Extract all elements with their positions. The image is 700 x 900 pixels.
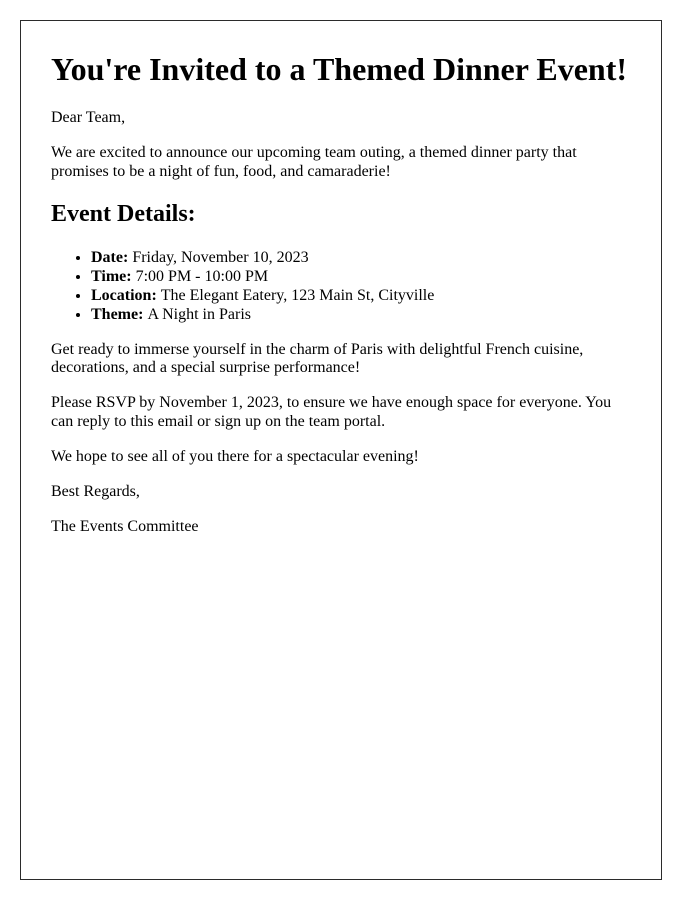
detail-label-date: Date: — [91, 249, 129, 267]
event-details-list — [51, 249, 631, 325]
detail-value-location: The Elegant Eatery, 123 Main St, Cityville — [160, 286, 435, 304]
detail-label-time: Time: — [91, 267, 132, 285]
invitation-card — [20, 20, 662, 880]
detail-value-date: Friday, November 10, 2023 — [132, 249, 309, 267]
detail-item-time — [91, 268, 631, 287]
page-title: You're Invited to a Themed Dinner Event! — [51, 51, 628, 87]
detail-value-time: 7:00 PM - 10:00 PM — [135, 267, 269, 285]
body-paragraph-rsvp: Please RSVP by November 1, 2023, to ensure we have enough space for everyone. You can reply to this email or sign up on the team portal. — [51, 394, 612, 431]
signature-text: The Events Committee — [51, 517, 199, 535]
detail-label-theme: Theme: — [91, 305, 144, 323]
greeting-text: Dear Team, — [51, 108, 126, 126]
body-paragraph-hope: We hope to see all of you there for a spectacular evening! — [51, 448, 419, 466]
detail-label-location: Location: — [91, 286, 157, 304]
closing-text: Best Regards, — [51, 482, 140, 500]
detail-item-theme — [91, 306, 631, 325]
intro-paragraph: We are excited to announce our upcoming team outing, a themed dinner party that promises to be a night of fun, food, and camaraderie! — [51, 143, 577, 180]
event-details-heading: Event Details: — [51, 201, 196, 228]
detail-item-date — [91, 249, 631, 268]
detail-value-theme: A Night in Paris — [147, 305, 251, 323]
body-paragraph-paris: Get ready to immerse yourself in the charm of Paris with delightful French cuisine, decorations, and a special surprise performance! — [51, 340, 584, 377]
detail-item-location — [91, 287, 631, 306]
